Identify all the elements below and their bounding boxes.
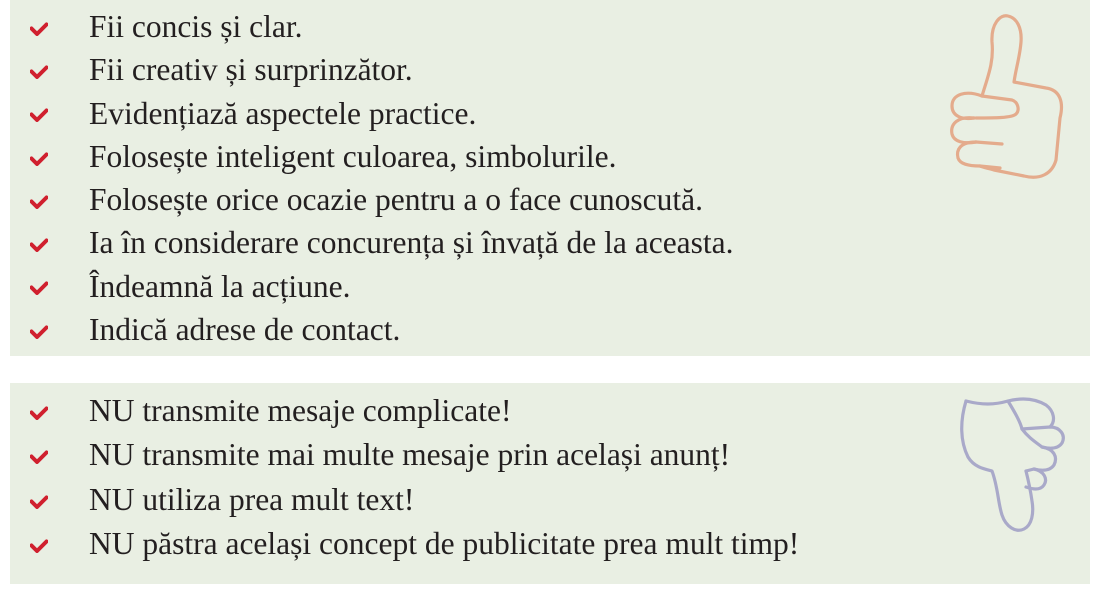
check-mark-icon [30,495,48,509]
list-item [10,48,734,91]
list-item-text: Îndeamnă la acțiune. [89,268,351,304]
check-mark-icon [30,406,48,420]
donts-panel [10,383,1090,584]
check-mark-icon [30,539,48,553]
list-item [10,92,734,135]
dos-panel [10,0,1090,356]
list-item [10,178,734,221]
list-item [10,478,799,522]
list-item-text: Folosește inteligent culoarea, simbolurile. [89,138,617,174]
list-item [10,135,734,178]
list-item [10,265,734,308]
list-item-text: Fii concis și clar. [89,9,303,44]
list-item [10,433,799,477]
check-mark-icon [30,238,48,252]
list-item-text: Fii creativ și surprinzător. [89,52,413,88]
list-item-text: NU utiliza prea mult text! [89,481,415,517]
list-item-text: Evidențiază aspectele practice. [89,95,477,131]
check-mark-icon [30,450,48,464]
list-item-text: NU transmite mesaje complicate! [89,393,512,428]
list-item [10,221,734,264]
dos-list [10,5,734,351]
list-item-text: Indică adrese de contact. [89,312,401,348]
list-item-text: Folosește orice ocazie pentru a o face cunoscută. [89,182,703,218]
check-mark-icon [30,325,48,339]
list-item [10,5,734,48]
list-item-text: NU păstra același concept de publicitate prea mult timp! [89,525,800,561]
donts-list [10,389,799,566]
check-mark-icon [30,65,48,79]
thumbs-down-icon [954,391,1072,536]
list-item-text: Ia în considerare concurența și învață de la aceasta. [89,225,734,261]
check-mark-icon [30,281,48,295]
list-item [10,522,799,566]
list-item-text: NU transmite mai multe mesaje prin același anunț! [89,437,731,473]
check-mark-icon [30,152,48,166]
thumbs-up-icon [942,10,1068,182]
list-item [10,308,734,351]
check-mark-icon [30,195,48,209]
list-item [10,389,799,433]
check-mark-icon [30,22,48,36]
check-mark-icon [30,108,48,122]
